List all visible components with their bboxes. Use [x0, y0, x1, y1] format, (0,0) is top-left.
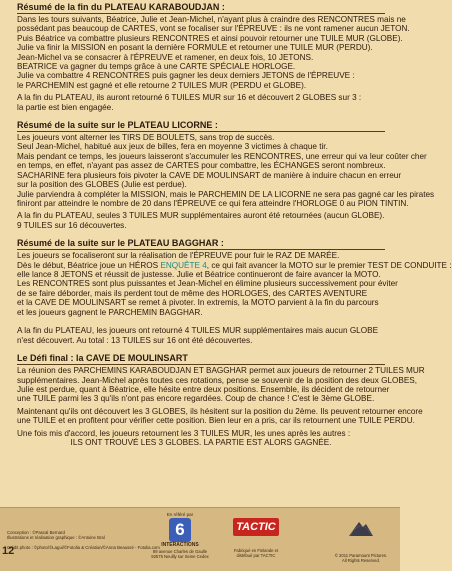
text-line: sur la position des GLOBES (Julie est perdue).: [17, 180, 187, 190]
credit-line: Crédit photo : ©photo/©Lagui/©Fotolia & Création/©Anna Beaussé - Fotolia.com: [7, 545, 160, 550]
section-final: [9, 366, 425, 448]
m6-icon: 6: [169, 518, 191, 542]
text-line: BEATRICE va gagner du temps grâce à une CARTE SPÉCIALE HORLOGE.: [17, 62, 296, 72]
text-line: et la CAVE DE MOULINSART se remet à pivoter. In extremis, la MOTO parvient à la fin du parcours: [17, 298, 379, 308]
text-line: Mais pendant ce temps, les joueurs laisseront s'accumuler les RENCONTRES, une erreur qui va leur coûter cher: [17, 151, 427, 161]
section-title: Résumé de la fin du PLATEAU KARABOUDJAN :: [17, 2, 385, 14]
page-number: 12: [2, 545, 15, 557]
tactic-logo: [227, 518, 285, 558]
hero-highlight: ENQUÊTE 4: [160, 260, 207, 270]
text-line: une TUILE et en profitent pour vérifier cette position. Bien leur en a pris, car ils retournent une TUILE PERDU.: [17, 416, 415, 426]
text-line: possédant pas beaucoup de CARTES, vont se focaliser sur l'ÉPREUVE : ils ne vont ramener aucun JETON.: [17, 24, 410, 34]
text-line: finiront par atteindre le nombre de 20 dans l'ÉPREUVE ce qui fera atteindre l'HORLOGE 0 au PION TINTIN.: [17, 198, 409, 208]
spacer-line: [17, 317, 385, 326]
credit-line: Illustrations et réalisation graphique : ©Antoine Bral: [7, 535, 105, 540]
section-karaboudjan: [9, 15, 410, 112]
credits: [7, 530, 160, 550]
text-line: le PARCHEMIN est gagné et elle retourne 2 TUILES MUR (PERDU et GLOBE).: [17, 80, 307, 90]
text-line: supplémentaires. Jean-Michel après toutes ces rotations, pense se souvenir de la position des deux GLOBES,: [17, 375, 418, 385]
text-line: Dès le début, Béatrice joue un HÉROS ENQUÊTE 4, ce qui fait avancer la MOTO sur le premier TEST DE CONDUITE :: [17, 260, 452, 270]
text-line: Julie va finir la MISSION en posant la dernière FORMULE et retourner une TUILE MUR (PERDU).: [17, 43, 373, 53]
text-line: SACHARINE fera plusieurs fois pivoter la CAVE DE MOULINSART de manière à induire chacun en erreur: [17, 170, 402, 180]
paramount-text: © 2011 Paramount Pictures. All Rights Reserved.: [334, 553, 388, 563]
text-line: Julie parviendra à compléter la MISSION, mais le PARCHEMIN DE LA LICORNE ne sera pas gagné car les pirates: [17, 189, 435, 199]
text-line: La réunion des PARCHEMINS KARABOUDJAN ET BAGGHAR permet aux joueurs de retourner 2 TUILES MUR: [17, 366, 425, 376]
section-title: Le Défi final : la CAVE DE MOULINSART: [17, 353, 385, 365]
tactic-text: Fabriqué en Finlande et distribué par TACTIC: [233, 548, 279, 558]
credit-line: Conception : ©Pascal Bernard: [7, 530, 65, 535]
text-line: A la fin du PLATEAU, les joueurs ont retourné 4 TUILES MUR supplémentaires mais aucun GLOBE: [17, 326, 379, 336]
text-line: Les joueurs se focaliseront sur la réalisation de l'ÉPREUVE pour fuir le RAZ DE MARÉE.: [17, 251, 340, 261]
text-line: Les joueurs vont alterner les TIRS DE BOULETS, sans trop de succès.: [17, 133, 275, 143]
text-line: de se faire déborder, mais ils perdent tout de même des HORLOGES, des CARTES AVENTURE: [17, 288, 368, 298]
section-bagghar: [9, 251, 452, 345]
text-line: elle lance 8 JETONS et réussit de justesse. Julie et Béatrice continueront de faire avancer la MOTO.: [17, 269, 381, 279]
text-line: Une fois mis d'accord, les joueurs retournent les 3 TUILES MUR, les unes après les autres :: [17, 428, 351, 438]
paramount-logo: [333, 514, 389, 563]
section-title: Résumé de la suite sur le PLATEAU BAGGHAR :: [17, 238, 385, 250]
m6-brand: INTERACTIONS: [161, 542, 199, 548]
text-line: Les RENCONTRES sont plus puissantes et Jean-Michel en élimine plusieurs successivement pour éviter: [17, 279, 398, 289]
text-line: Dans les tours suivants, Béatrice, Julie et Jean-Michel, n'ayant plus à craindre des RENCONTRES mais ne: [17, 15, 406, 24]
text-line: 9 TUILES sur 16 découvertes.: [17, 220, 127, 230]
section-licorne: [9, 133, 435, 230]
text-line: Maintenant qu'ils ont découvert les 3 GLOBES, ils hésitent sur la position du 2ème. Ils peuvent retourner encore: [17, 406, 423, 416]
text-line: A la fin du PLATEAU, ils auront retourné 6 TUILES MUR sur 16 et découvert 2 GLOBES sur 3 :: [17, 93, 362, 103]
text-line: Julie va combattre 4 RENCONTRES puis gagner les deux derniers JETONS de l'ÉPREUVE :: [17, 71, 355, 81]
section-title: Résumé de la suite sur le PLATEAU LICORNE :: [17, 120, 385, 132]
m6-interactions-logo: [150, 512, 210, 559]
m6-address: 89 avenue Charles de Gaulle 92575 Neuilly sur Seine Cedex: [151, 549, 209, 559]
text-line: Puis Béatrice va combattre plusieurs RENCONTRES et ainsi pouvoir retourner une TUILE MUR (GLOBE).: [17, 33, 403, 43]
text-line: Julie est perdue, quant à Béatrice, elle hésite entre deux positions. Ensemble, ils décident de retourner: [17, 385, 390, 394]
paramount-mountain-icon: [346, 514, 376, 540]
text-line: et les joueurs gagnent le PARCHEMIN BAGGHAR.: [17, 307, 203, 317]
ending-line: ILS ONT TROUVÉ LES 3 GLOBES. LA PARTIE EST ALORS GAGNÉE.: [70, 438, 332, 448]
text-line: n'est découvert. Au total : 13 TUILES sur 16 ont été découvertes.: [17, 335, 253, 345]
footer: [0, 507, 400, 571]
tactic-icon: TACTIC: [233, 518, 279, 536]
text-line: Seul Jean-Michel, habitué aux jeux de billes, fera en moyenne 3 victimes à chaque tir.: [17, 142, 328, 152]
text-line: A la fin du PLATEAU, seules 3 TUILES MUR supplémentaires auront été retournées (aucun GLOBE).: [17, 211, 385, 221]
m6-label: En référé par: [166, 512, 194, 517]
text-line: Jean-Michel va se consacrer à l'ÉPREUVE et ramener, en deux fois, 10 JETONS.: [17, 52, 314, 62]
text-line: la partie est bien engagée.: [17, 102, 114, 112]
text-line: en temps, en effet, n'ayant pas assez de CARTES pour combattre, les ÉCHANGES seront nombreux.: [17, 161, 386, 171]
text-line: une TUILE parmi les 3 qu'ils n'ont pas encore regardées. Coup de chance ! C'est le 3ème GLOBE.: [17, 394, 375, 404]
